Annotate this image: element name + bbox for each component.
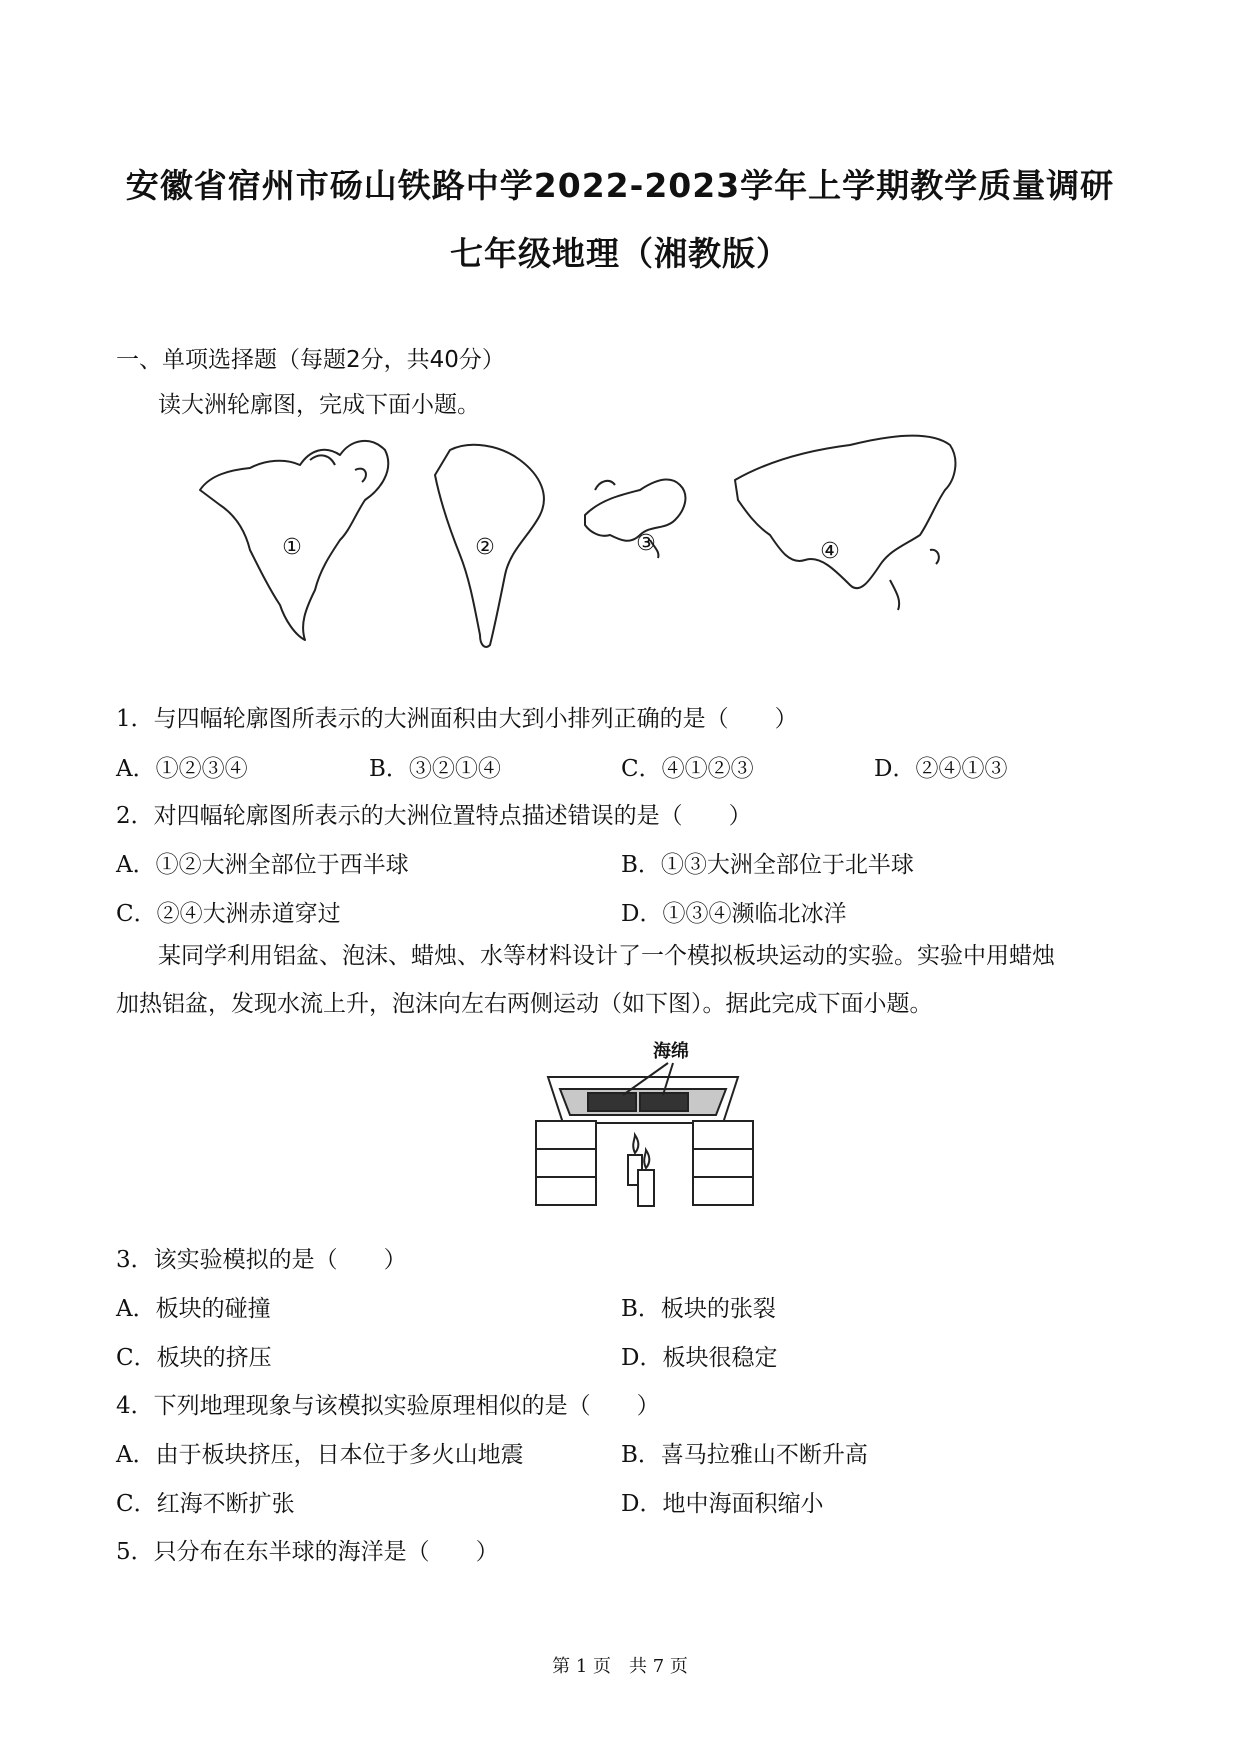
q3-option-a: A．板块的碰撞 <box>116 1296 271 1322</box>
map-label-3: ③ <box>636 531 656 556</box>
map-label-1: ① <box>282 535 302 560</box>
q4-option-b: B．喜马拉雅山不断升高 <box>621 1442 868 1468</box>
question-4: 4．下列地理现象与该模拟实验原理相似的是（ ） <box>116 1393 660 1419</box>
q4-option-c: C．红海不断扩张 <box>116 1491 295 1517</box>
q1-option-a: A．①②③④ <box>116 756 248 782</box>
q4-option-d: D．地中海面积缩小 <box>621 1491 824 1517</box>
q2-option-a: A．①②大洲全部位于西半球 <box>116 852 409 878</box>
q2-option-d: D．①③④濒临北冰洋 <box>621 901 847 927</box>
q1-option-b: B．③②①④ <box>369 756 501 782</box>
q3-option-b: B．板块的张裂 <box>621 1296 776 1322</box>
intro-paragraph-2-line-2: 加热铝盆，发现水流上升，泡沫向左右两侧运动（如下图）。据此完成下面小题。 <box>116 991 933 1017</box>
continent-outline-map <box>190 430 1070 670</box>
q3-option-c: C．板块的挤压 <box>116 1345 272 1371</box>
q2-option-c: C．②④大洲赤道穿过 <box>116 901 341 927</box>
intro-paragraph-2-line-1: 某同学利用铝盆、泡沫、蜡烛、水等材料设计了一个模拟板块运动的实验。实验中用蜡烛 <box>158 943 1055 969</box>
q4-option-a: A．由于板块挤压，日本位于多火山地震 <box>116 1442 524 1468</box>
map-label-4: ④ <box>820 539 840 564</box>
q3-option-d: D．板块很稳定 <box>621 1345 778 1371</box>
section-heading: 一、单项选择题（每题2分，共40分） <box>116 347 505 373</box>
figure-label-sponge: 海绵 <box>653 1041 689 1062</box>
page-footer: 第 1 页 共 7 页 <box>552 1656 688 1677</box>
q2-option-b: B．①③大洲全部位于北半球 <box>621 852 914 878</box>
q1-option-d: D．②④①③ <box>874 756 1008 782</box>
map-label-2: ② <box>475 535 495 560</box>
question-3: 3．该实验模拟的是（ ） <box>116 1247 407 1273</box>
exam-subtitle: 七年级地理（湘教版） <box>450 234 790 273</box>
experiment-figure <box>528 1035 768 1215</box>
candle-right <box>638 1170 654 1206</box>
question-1: 1．与四幅轮廓图所表示的大洲面积由大到小排列正确的是（ ） <box>116 706 798 732</box>
asia-outline <box>735 436 955 589</box>
q1-option-c: C．④①②③ <box>621 756 754 782</box>
sponge-right <box>640 1093 688 1111</box>
intro-paragraph-1: 读大洲轮廓图，完成下面小题。 <box>158 392 480 418</box>
question-5: 5．只分布在东半球的海洋是（ ） <box>116 1539 499 1565</box>
exam-title: 安徽省宿州市砀山铁路中学2022-2023学年上学期教学质量调研 <box>125 166 1115 205</box>
sponge-left <box>588 1093 636 1111</box>
question-2: 2．对四幅轮廓图所表示的大洲位置特点描述错误的是（ ） <box>116 803 752 829</box>
